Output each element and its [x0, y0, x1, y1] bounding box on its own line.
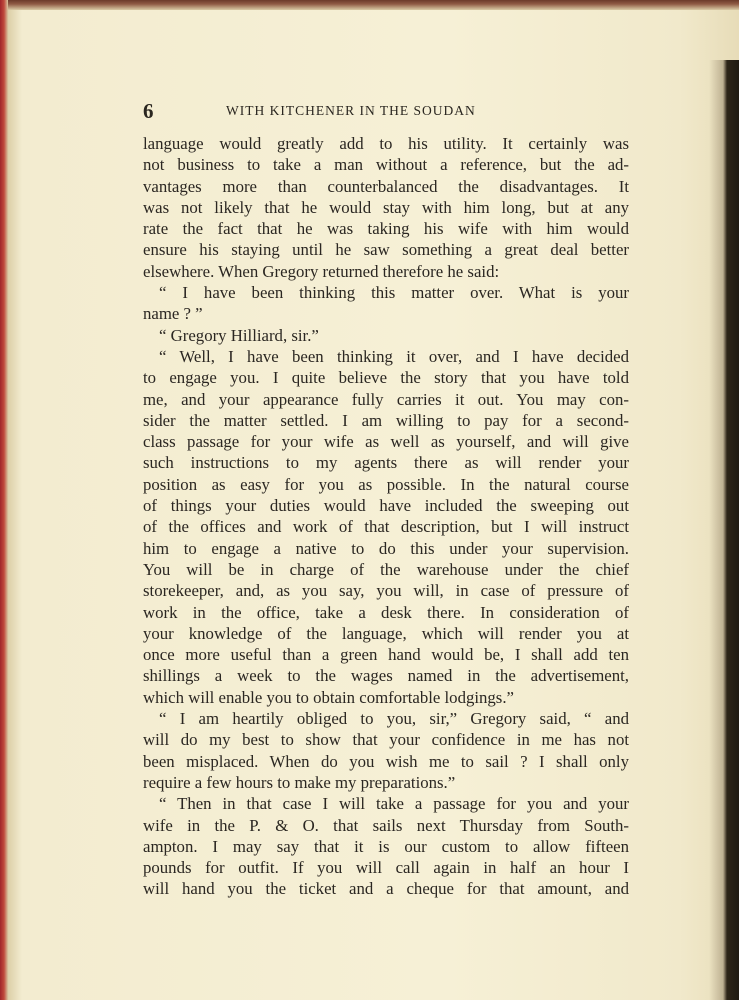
- page-header: [143, 98, 629, 124]
- text-line: storekeeper, and, as you say, you will, in case of pressure of: [143, 581, 629, 601]
- text-line: “ I have been thinking this matter over. What is your: [159, 283, 629, 303]
- text-line: will hand you the ticket and a cheque for that amount, and: [143, 879, 629, 899]
- text-line: not business to take a man without a reference, but the ad-: [143, 155, 629, 175]
- text-line: was not likely that he would stay with him long, but at any: [143, 197, 629, 217]
- text-line: shillings a week to the wages named in the advertisement,: [143, 666, 629, 686]
- text-line: sider the matter settled. I am willing to pay for a second-: [143, 410, 629, 430]
- text-line: ensure his staying until he saw something a great deal better: [143, 240, 629, 260]
- text-line: position as easy for you as possible. In the natural course: [143, 474, 629, 494]
- running-title: WITH KITCHENER IN THE SOUDAN: [226, 103, 476, 118]
- text-line: pounds for outfit. If you will call again in half an hour I: [143, 858, 629, 878]
- text-line: of the offices and work of that description, but I will instruct: [143, 517, 629, 537]
- text-line: been misplaced. When do you wish me to sail ? I shall only: [143, 751, 629, 771]
- text-line: language would greatly add to his utility. It certainly was: [143, 134, 629, 153]
- text-line: “ Gregory Hilliard, sir.”: [159, 325, 319, 345]
- text-line: once more useful than a green hand would be, I shall add ten: [143, 645, 629, 665]
- text-line: which will enable you to obtain comfortable lodgings.”: [143, 687, 514, 707]
- book-top-edge: [0, 0, 739, 10]
- text-line: require a few hours to make my preparations.”: [143, 772, 456, 792]
- text-line: wife in the P. & O. that sails next Thursday from South-: [143, 815, 629, 835]
- text-line: “ Well, I have been thinking it over, and I have decided: [159, 346, 629, 366]
- text-line: to engage you. I quite believe the story that you have told: [143, 368, 629, 388]
- body-text: [143, 133, 629, 900]
- text-line: elsewhere. When Gregory returned therefore he said:: [143, 261, 500, 281]
- text-line: of things your duties would have included the sweeping out: [143, 496, 629, 516]
- page-gutter-shadow: [709, 60, 739, 1000]
- book-cover-edge: [0, 0, 8, 1000]
- text-line: vantages more than counterbalanced the disadvantages. It: [143, 176, 629, 196]
- text-line: name ? ”: [143, 304, 203, 324]
- page-number: 6: [143, 99, 154, 123]
- text-line: class passage for your wife as well as yourself, and will give: [143, 432, 629, 452]
- text-line: rate the fact that he was taking his wife with him would: [143, 219, 629, 239]
- text-line: ampton. I may say that it is our custom to allow fifteen: [143, 836, 629, 856]
- text-line: You will be in charge of the warehouse under the chief: [143, 559, 629, 579]
- text-line: your knowledge of the language, which will render you at: [143, 623, 629, 643]
- text-line: such instructions to my agents there as will render your: [143, 453, 629, 473]
- text-line: “ I am heartily obliged to you, sir,” Gregory said, “ and: [159, 709, 629, 729]
- text-line: will do my best to show that your confidence in me has not: [143, 730, 629, 750]
- text-line: me, and your appearance fully carries it out. You may con-: [143, 389, 629, 409]
- text-line: work in the office, take a desk there. In consideration of: [143, 602, 629, 622]
- text-line: “ Then in that case I will take a passage for you and your: [159, 794, 629, 814]
- text-line: him to engage a native to do this under your supervision.: [143, 538, 629, 558]
